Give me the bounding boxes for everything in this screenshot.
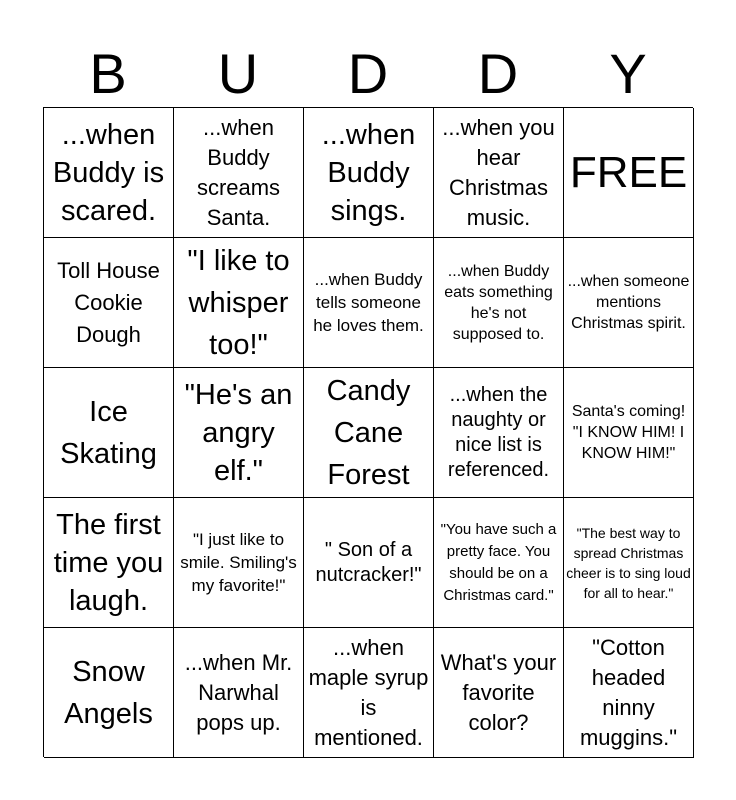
header-letter-d2: D bbox=[477, 42, 519, 105]
bingo-cell-r1c2[interactable]: ...when Buddy screams Santa. bbox=[174, 108, 304, 238]
bingo-cell-r5c1[interactable]: Snow Angels bbox=[44, 628, 174, 758]
header-letter-u: U bbox=[217, 42, 259, 105]
bingo-cell-r5c4[interactable]: What's your favorite color? bbox=[434, 628, 564, 758]
bingo-cell-r5c2[interactable]: ...when Mr. Narwhal pops up. bbox=[174, 628, 304, 758]
bingo-cell-r5c5[interactable]: "Cotton headed ninny muggins." bbox=[564, 628, 694, 758]
bingo-board bbox=[43, 107, 693, 757]
bingo-cell-r3c1[interactable]: Ice Skating bbox=[44, 368, 174, 498]
bingo-cell-r3c2[interactable]: "He's an angry elf." bbox=[174, 368, 304, 498]
bingo-cell-r4c1[interactable]: The first time you laugh. bbox=[44, 498, 174, 628]
header-letter-y: Y bbox=[609, 42, 647, 105]
header-letter-b: B bbox=[89, 42, 127, 105]
bingo-cell-r3c3[interactable]: Candy Cane Forest bbox=[304, 368, 434, 498]
free-space[interactable]: FREE bbox=[564, 108, 694, 238]
bingo-header bbox=[43, 40, 693, 108]
bingo-cell-r4c2[interactable]: "I just like to smile. Smiling's my favorite!" bbox=[174, 498, 304, 628]
bingo-cell-r4c5[interactable]: "The best way to spread Christmas cheer is to sing loud for all to hear." bbox=[564, 498, 694, 628]
bingo-cell-r2c3[interactable]: ...when Buddy tells someone he loves them. bbox=[304, 238, 434, 368]
bingo-cell-r2c4[interactable]: ...when Buddy eats something he's not supposed to. bbox=[434, 238, 564, 368]
bingo-cell-r1c4[interactable]: ...when you hear Christmas music. bbox=[434, 108, 564, 238]
bingo-cell-r2c2[interactable]: "I like to whisper too!" bbox=[174, 238, 304, 368]
bingo-cell-r3c5[interactable]: Santa's coming! "I KNOW HIM! I KNOW HIM!" bbox=[564, 368, 694, 498]
bingo-cell-r1c3[interactable]: ...when Buddy sings. bbox=[304, 108, 434, 238]
bingo-cell-r2c5[interactable]: ...when someone mentions Christmas spirit. bbox=[564, 238, 694, 368]
bingo-cell-r3c4[interactable]: ...when the naughty or nice list is referenced. bbox=[434, 368, 564, 498]
bingo-cell-r4c3[interactable]: " Son of a nutcracker!" bbox=[304, 498, 434, 628]
bingo-cell-r1c1[interactable]: ...when Buddy is scared. bbox=[44, 108, 174, 238]
header-letter-d: D bbox=[347, 42, 389, 105]
bingo-cell-r5c3[interactable]: ...when maple syrup is mentioned. bbox=[304, 628, 434, 758]
bingo-cell-r2c1[interactable]: Toll House Cookie Dough bbox=[44, 238, 174, 368]
bingo-cell-r4c4[interactable]: "You have such a pretty face. You should be on a Christmas card." bbox=[434, 498, 564, 628]
